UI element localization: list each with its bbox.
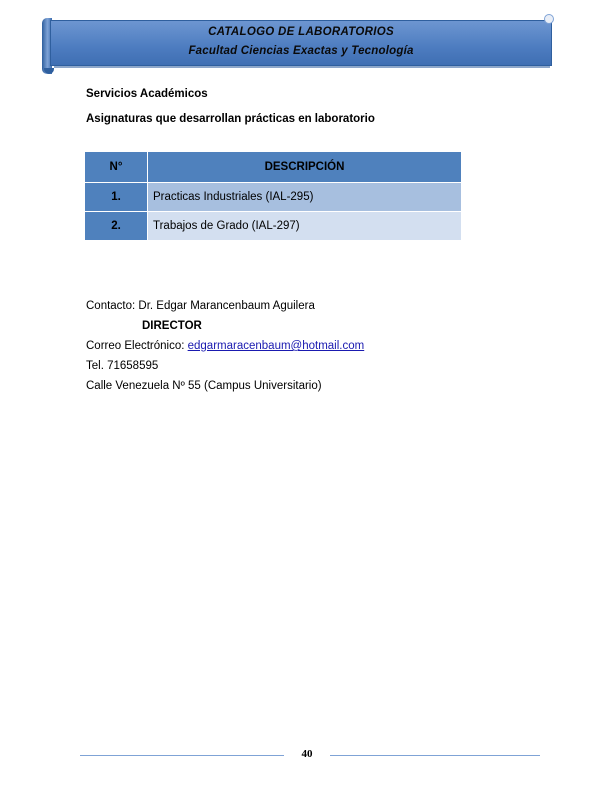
contact-address: Calle Venezuela Nº 55 (Campus Universitario) [86, 380, 322, 392]
faculty-title: Facultad Ciencias Exactas y Tecnología [188, 45, 414, 57]
footer-divider-right [330, 755, 540, 756]
row-number: 1. [85, 183, 148, 212]
email-link[interactable]: edgarmaracenbaum@hotmail.com [187, 340, 365, 352]
catalog-title: CATALOGO DE LABORATORIOS [208, 26, 394, 38]
page-number: 40 [301, 748, 313, 760]
scroll-curl [44, 68, 54, 74]
row-description: Practicas Industriales (IAL-295) [148, 183, 462, 212]
header-banner [42, 14, 554, 74]
column-header-number: N° [85, 152, 148, 183]
row-number: 2. [85, 212, 148, 241]
contact-email-line [86, 336, 364, 356]
services-heading: Servicios Académicos [86, 88, 208, 100]
contact-block [86, 296, 364, 396]
banner-box [50, 20, 552, 66]
table-row [85, 212, 462, 241]
subjects-table [84, 151, 462, 241]
contact-role: DIRECTOR [142, 320, 202, 332]
table-header-row [85, 152, 462, 183]
contact-phone: Tel. 71658595 [86, 360, 159, 372]
subjects-heading: Asignaturas que desarrollan prácticas en laboratorio [86, 113, 375, 125]
email-label: Correo Electrónico: [86, 340, 188, 352]
footer-divider-left [80, 755, 284, 756]
table-row [85, 183, 462, 212]
column-header-description: DESCRIPCIÓN [148, 152, 462, 183]
row-description: Trabajos de Grado (IAL-297) [148, 212, 462, 241]
contact-name: Contacto: Dr. Edgar Marancenbaum Aguilera [86, 300, 315, 312]
scroll-curl-top [544, 14, 554, 24]
